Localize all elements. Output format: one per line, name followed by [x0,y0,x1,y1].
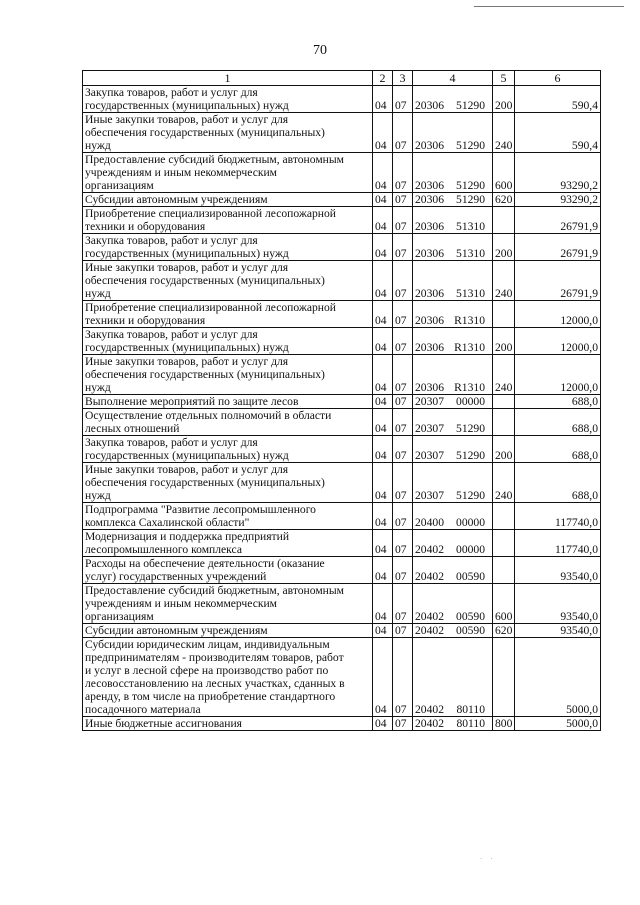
row-direction-code: 51290 [456,99,485,112]
row-expense-type: 600 [493,153,515,193]
row-name: Расходы на обеспечение деятельности (оказание услуг) государственных учреждений [83,557,373,584]
row-subsection: 07 [393,624,413,638]
row-expense-type [493,503,515,530]
row-target-code [413,153,493,193]
header-col-4: 4 [413,71,493,86]
row-section: 04 [373,301,393,328]
header-col-6: 6 [515,71,601,86]
row-amount: 93540,0 [515,557,601,584]
row-name: Предоставление субсидий бюджетным, автономным учреждениям и иным некоммерческим организациям [83,584,373,624]
row-amount: 5000,0 [515,717,601,731]
row-section: 04 [373,638,393,717]
row-amount: 688,0 [515,409,601,436]
row-amount: 5000,0 [515,638,601,717]
row-direction-code: 00590 [456,624,485,637]
row-name: Субсидии автономным учреждениям [83,193,373,207]
row-section: 04 [373,113,393,153]
top-rule [474,6,624,7]
row-amount: 688,0 [515,463,601,503]
row-section: 04 [373,207,393,234]
row-expense-type [493,530,515,557]
row-direction-code: 51290 [456,139,485,152]
row-expense-type: 600 [493,584,515,624]
table-row [83,153,601,193]
table-row [83,301,601,328]
row-program-code: 20306 [415,247,444,260]
row-target-code [413,207,493,234]
row-program-code: 20402 [415,624,444,637]
row-section: 04 [373,355,393,395]
row-section: 04 [373,261,393,301]
row-target-code [413,584,493,624]
row-target-code [413,409,493,436]
row-program-code: 20307 [415,489,444,502]
row-name: Предоставление субсидий бюджетным, автономным учреждениям и иным некоммерческим организациям [83,153,373,193]
row-subsection: 07 [393,638,413,717]
table-row [83,584,601,624]
row-program-code: 20306 [415,179,444,192]
row-section: 04 [373,193,393,207]
row-expense-type [493,409,515,436]
row-amount: 12000,0 [515,355,601,395]
row-direction-code: R1310 [454,341,485,354]
header-col-2: 2 [373,71,393,86]
row-program-code: 20306 [415,139,444,152]
row-amount: 26791,9 [515,261,601,301]
row-subsection: 07 [393,113,413,153]
row-section: 04 [373,503,393,530]
row-subsection: 07 [393,717,413,731]
row-expense-type: 800 [493,717,515,731]
row-amount: 93540,0 [515,584,601,624]
row-section: 04 [373,153,393,193]
row-expense-type [493,557,515,584]
scan-dots: . . [480,851,496,861]
row-name: Подпрограмма "Развитие лесопромышленного комплекса Сахалинской области" [83,503,373,530]
row-program-code: 20306 [415,287,444,300]
table-row [83,395,601,409]
row-program-code: 20307 [415,422,444,435]
row-name: Иные закупки товаров, работ и услуг для обеспечения государственных (муниципальных) нужд [83,113,373,153]
row-subsection: 07 [393,409,413,436]
row-expense-type: 200 [493,436,515,463]
row-expense-type: 200 [493,328,515,355]
row-target-code [413,503,493,530]
table-row [83,557,601,584]
row-program-code: 20306 [415,220,444,233]
row-subsection: 07 [393,328,413,355]
budget-table [82,70,601,731]
row-target-code [413,261,493,301]
row-section: 04 [373,717,393,731]
row-subsection: 07 [393,530,413,557]
header-col-3: 3 [393,71,413,86]
row-subsection: 07 [393,301,413,328]
row-amount: 12000,0 [515,301,601,328]
row-expense-type [493,207,515,234]
row-expense-type: 200 [493,86,515,113]
row-name: Иные закупки товаров, работ и услуг для обеспечения государственных (муниципальных) нужд [83,355,373,395]
row-target-code [413,301,493,328]
row-target-code [413,530,493,557]
row-target-code [413,638,493,717]
row-expense-type: 620 [493,193,515,207]
table-row [83,207,601,234]
row-subsection: 07 [393,234,413,261]
row-section: 04 [373,463,393,503]
row-program-code: 20306 [415,99,444,112]
row-name: Выполнение мероприятий по защите лесов [83,395,373,409]
table-row [83,86,601,113]
row-name: Субсидии автономным учреждениям [83,624,373,638]
row-amount: 688,0 [515,436,601,463]
row-section: 04 [373,409,393,436]
table-row [83,624,601,638]
row-name: Закупка товаров, работ и услуг для государственных (муниципальных) нужд [83,436,373,463]
row-section: 04 [373,624,393,638]
row-name: Субсидии юридическим лицам, индивидуальным предпринимателям - производителям товаров, работ и услуг в лесной сфере на производство работ по лесовосстановлению на лесных участках, сданных в аренду, в том числе на приобретение стандартного посадочного материала [83,638,373,717]
row-direction-code: 51310 [456,287,485,300]
row-direction-code: 80110 [456,703,485,716]
table-row [83,463,601,503]
row-direction-code: 51290 [456,422,485,435]
row-expense-type: 240 [493,261,515,301]
row-expense-type [493,301,515,328]
row-subsection: 07 [393,193,413,207]
row-subsection: 07 [393,86,413,113]
table-row [83,717,601,731]
row-target-code [413,624,493,638]
row-section: 04 [373,86,393,113]
row-expense-type: 200 [493,234,515,261]
row-subsection: 07 [393,153,413,193]
row-target-code [413,113,493,153]
row-name: Осуществление отдельных полномочий в области лесных отношений [83,409,373,436]
table-row [83,234,601,261]
table-row [83,638,601,717]
row-program-code: 20306 [415,381,444,394]
row-subsection: 07 [393,261,413,301]
row-program-code: 20306 [415,193,444,206]
row-target-code [413,395,493,409]
table-row [83,355,601,395]
row-target-code [413,463,493,503]
row-direction-code: 51310 [456,220,485,233]
row-name: Иные бюджетные ассигнования [83,717,373,731]
table-row [83,530,601,557]
row-amount: 117740,0 [515,530,601,557]
row-direction-code: 00000 [456,543,485,556]
row-section: 04 [373,234,393,261]
header-col-5: 5 [493,71,515,86]
row-amount: 12000,0 [515,328,601,355]
row-amount: 26791,9 [515,234,601,261]
row-subsection: 07 [393,584,413,624]
row-program-code: 20402 [415,703,444,716]
row-program-code: 20400 [415,516,444,529]
table-row [83,261,601,301]
row-expense-type: 620 [493,624,515,638]
row-amount: 590,4 [515,86,601,113]
row-section: 04 [373,557,393,584]
row-amount: 688,0 [515,395,601,409]
row-name: Закупка товаров, работ и услуг для государственных (муниципальных) нужд [83,86,373,113]
table-row [83,193,601,207]
row-expense-type: 240 [493,113,515,153]
row-name: Иные закупки товаров, работ и услуг для обеспечения государственных (муниципальных) нужд [83,261,373,301]
row-name: Закупка товаров, работ и услуг для государственных (муниципальных) нужд [83,328,373,355]
row-direction-code: 80110 [456,717,485,730]
row-direction-code: 51290 [456,489,485,502]
row-amount: 93290,2 [515,193,601,207]
row-target-code [413,355,493,395]
row-subsection: 07 [393,436,413,463]
row-program-code: 20402 [415,717,444,730]
row-expense-type: 240 [493,355,515,395]
row-target-code [413,193,493,207]
row-direction-code: 51310 [456,247,485,260]
row-program-code: 20307 [415,395,444,408]
row-name: Иные закупки товаров, работ и услуг для обеспечения государственных (муниципальных) нужд [83,463,373,503]
row-direction-code: 00000 [456,395,485,408]
row-direction-code: R1310 [454,381,485,394]
row-section: 04 [373,328,393,355]
page-number: 70 [313,43,327,58]
row-target-code [413,328,493,355]
row-subsection: 07 [393,557,413,584]
row-direction-code: 51290 [456,449,485,462]
row-name: Модернизация и поддержка предприятий лесопромышленного комплекса [83,530,373,557]
row-program-code: 20402 [415,610,444,623]
row-subsection: 07 [393,503,413,530]
header-col-1: 1 [83,71,373,86]
row-direction-code: 00590 [456,570,485,583]
row-program-code: 20306 [415,314,444,327]
row-program-code: 20402 [415,543,444,556]
row-direction-code: 00000 [456,516,485,529]
row-direction-code: 00590 [456,610,485,623]
row-name: Закупка товаров, работ и услуг для государственных (муниципальных) нужд [83,234,373,261]
row-target-code [413,234,493,261]
table-header-row [83,71,601,86]
row-target-code [413,557,493,584]
row-section: 04 [373,530,393,557]
row-program-code: 20306 [415,341,444,354]
table-row [83,328,601,355]
row-direction-code: 51290 [456,193,485,206]
row-target-code [413,717,493,731]
table-body [83,86,601,731]
row-amount: 26791,9 [515,207,601,234]
table-row [83,436,601,463]
row-section: 04 [373,436,393,463]
row-amount: 590,4 [515,113,601,153]
row-program-code: 20307 [415,449,444,462]
row-name: Приобретение специализированной лесопожарной техники и оборудования [83,207,373,234]
row-amount: 93540,0 [515,624,601,638]
row-subsection: 07 [393,463,413,503]
row-target-code [413,436,493,463]
row-expense-type [493,638,515,717]
row-expense-type: 240 [493,463,515,503]
row-name: Приобретение специализированной лесопожарной техники и оборудования [83,301,373,328]
row-subsection: 07 [393,395,413,409]
row-section: 04 [373,584,393,624]
table-row [83,503,601,530]
row-subsection: 07 [393,207,413,234]
table-row [83,113,601,153]
table-row [83,409,601,436]
row-subsection: 07 [393,355,413,395]
row-target-code [413,86,493,113]
row-amount: 93290,2 [515,153,601,193]
row-direction-code: R1310 [454,314,485,327]
row-expense-type [493,395,515,409]
row-section: 04 [373,395,393,409]
row-program-code: 20402 [415,570,444,583]
row-direction-code: 51290 [456,179,485,192]
row-amount: 117740,0 [515,503,601,530]
